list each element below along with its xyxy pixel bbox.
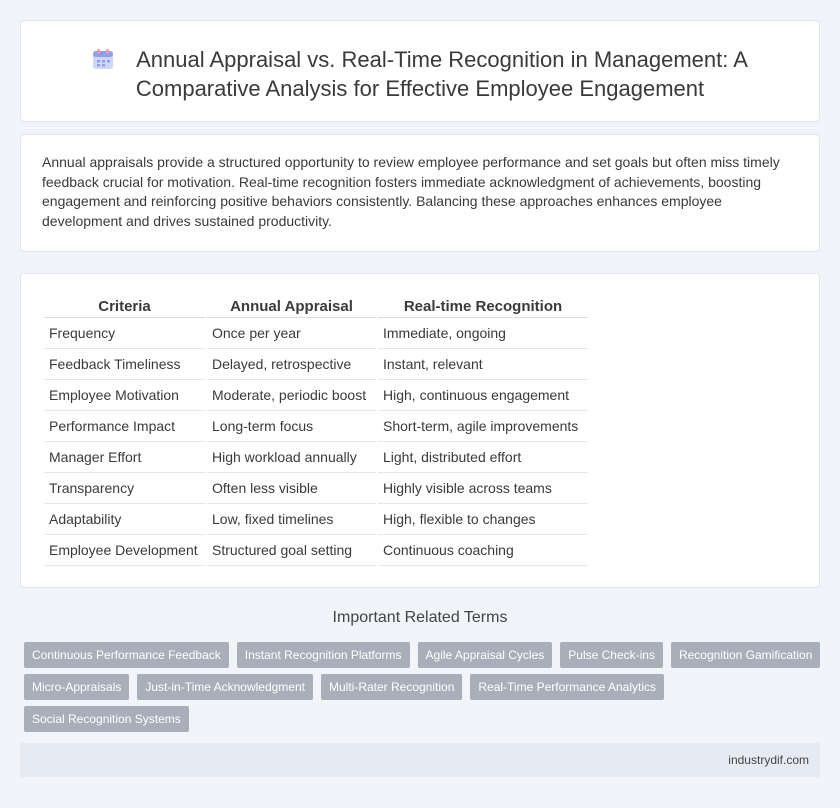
footer: [20, 743, 820, 777]
row-criteria: Transparency: [44, 473, 205, 504]
table-row: [44, 411, 588, 442]
table-row: [44, 349, 588, 380]
header-annual-appraisal: Annual Appraisal: [207, 296, 376, 318]
row-annual: Often less visible: [207, 473, 376, 504]
related-term-tag[interactable]: Recognition Gamification: [671, 642, 820, 668]
row-realtime: Light, distributed effort: [378, 442, 588, 473]
row-realtime: High, flexible to changes: [378, 504, 588, 535]
row-criteria: Employee Motivation: [44, 380, 205, 411]
row-criteria: Manager Effort: [44, 442, 205, 473]
related-term-tag[interactable]: Pulse Check-ins: [560, 642, 663, 668]
table-row: [44, 318, 588, 349]
table-row: [44, 442, 588, 473]
row-annual: Once per year: [207, 318, 376, 349]
related-term-tag[interactable]: Multi-Rater Recognition: [321, 674, 462, 700]
related-term-tag[interactable]: Micro-Appraisals: [24, 674, 129, 700]
row-criteria: Frequency: [44, 318, 205, 349]
title-card: [20, 20, 820, 122]
header-criteria: Criteria: [44, 296, 205, 318]
table-row: [44, 380, 588, 411]
related-term-tag[interactable]: Real-Time Performance Analytics: [470, 674, 664, 700]
row-realtime: Highly visible across teams: [378, 473, 588, 504]
calendar-icon: [92, 48, 114, 70]
header-real-time-recognition: Real-time Recognition: [378, 296, 588, 318]
row-annual: Structured goal setting: [207, 535, 376, 566]
table-row: [44, 535, 588, 566]
table-row: [44, 473, 588, 504]
page-title-wrap: [21, 45, 819, 103]
row-realtime: Instant, relevant: [378, 349, 588, 380]
related-term-tag[interactable]: Instant Recognition Platforms: [237, 642, 410, 668]
row-realtime: Immediate, ongoing: [378, 318, 588, 349]
row-realtime: High, continuous engagement: [378, 380, 588, 411]
related-terms-list: [24, 642, 824, 732]
table-row: [44, 504, 588, 535]
row-annual: Delayed, retrospective: [207, 349, 376, 380]
table-header-row: [44, 296, 588, 318]
related-terms-heading: Important Related Terms: [332, 609, 508, 626]
related-term-tag[interactable]: Social Recognition Systems: [24, 706, 189, 732]
row-annual: Low, fixed timelines: [207, 504, 376, 535]
row-annual: Moderate, periodic boost: [207, 380, 376, 411]
comparison-table: [42, 296, 590, 566]
row-criteria: Performance Impact: [44, 411, 205, 442]
page-title: Annual Appraisal vs. Real-Time Recognition in Management: A Comparative Analysis for Effective Employee Engagement: [135, 47, 748, 101]
comparison-card: [20, 273, 820, 588]
related-term-tag[interactable]: Agile Appraisal Cycles: [418, 642, 553, 668]
row-criteria: Adaptability: [44, 504, 205, 535]
summary-text: Annual appraisals provide a structured opportunity to review employee performance and set goals but often miss timely feedback crucial for motivation. Real-time recognition fosters immediate acknowledgment of achievements, boosting engagement and reinforcing positive behaviors consistently. Balancing these approaches enhances employee development and drives sustained productivity.: [42, 154, 780, 229]
footer-site-link[interactable]: industrydif.com: [728, 753, 809, 767]
row-criteria: Feedback Timeliness: [44, 349, 205, 380]
row-annual: Long-term focus: [207, 411, 376, 442]
related-term-tag[interactable]: Just-in-Time Acknowledgment: [137, 674, 313, 700]
summary-card: [20, 134, 820, 252]
row-criteria: Employee Development: [44, 535, 205, 566]
row-realtime: Continuous coaching: [378, 535, 588, 566]
related-term-tag[interactable]: Continuous Performance Feedback: [24, 642, 229, 668]
row-realtime: Short-term, agile improvements: [378, 411, 588, 442]
row-annual: High workload annually: [207, 442, 376, 473]
